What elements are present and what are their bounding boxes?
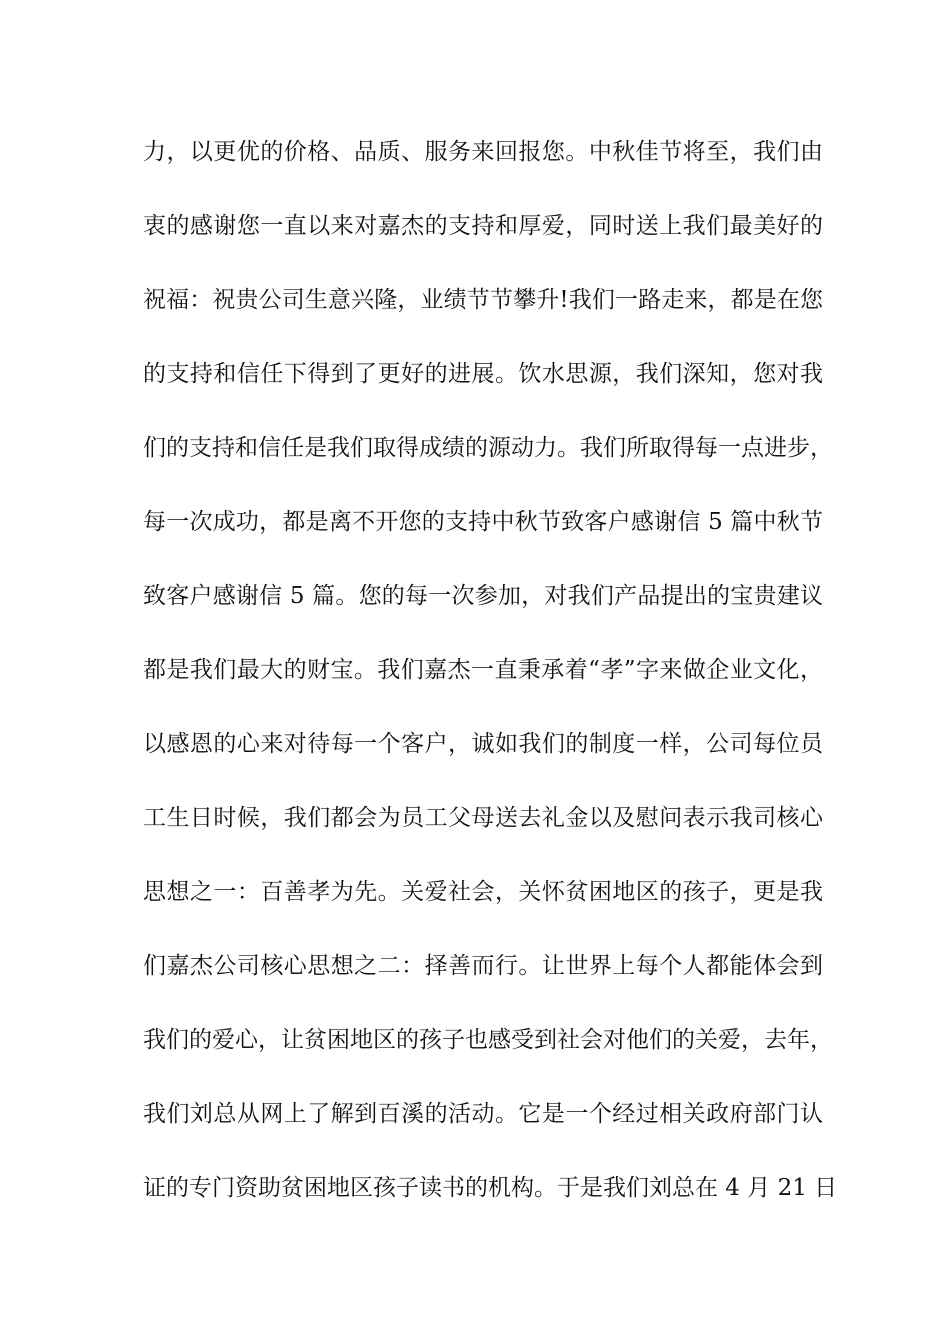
- text-line: 每一次成功，都是离不开您的支持中秋节致客户感谢信 5 篇中秋节: [143, 509, 823, 535]
- text-line: 以感恩的心来对待每一个客户，诚如我们的制度一样，公司每位员: [143, 731, 823, 757]
- text-line: 思想之一：百善孝为先。关爱社会，关怀贫困地区的孩子，更是我: [143, 879, 823, 905]
- text-line: 我们的爱心，让贫困地区的孩子也感受到社会对他们的关爱，去年，: [143, 1027, 833, 1053]
- text-line: 证的专门资助贫困地区孩子读书的机构。于是我们刘总在 4 月 21 日: [143, 1175, 838, 1201]
- text-line: 的支持和信任下得到了更好的进展。饮水思源，我们深知，您对我: [143, 361, 823, 387]
- text-line: 都是我们最大的财宝。我们嘉杰一直秉承着“孝”字来做企业文化，: [143, 657, 823, 683]
- body-text: [143, 132, 838, 1242]
- text-line: 力，以更优的价格、品质、服务来回报您。中秋佳节将至，我们由: [143, 139, 823, 165]
- text-line: 祝福：祝贵公司生意兴隆，业绩节节攀升!我们一路走来，都是在您: [143, 287, 823, 313]
- text-line: 工生日时候，我们都会为员工父母送去礼金以及慰问表示我司核心: [143, 805, 823, 831]
- text-line: 致客户感谢信 5 篇。您的每一次参加，对我们产品提出的宝贵建议: [143, 583, 823, 609]
- text-line: 我们刘总从网上了解到百溪的活动。它是一个经过相关政府部门认: [143, 1101, 823, 1127]
- text-line: 们的支持和信任是我们取得成绩的源动力。我们所取得每一点进步，: [143, 435, 833, 461]
- text-line: 们嘉杰公司核心思想之二：择善而行。让世界上每个人都能体会到: [143, 953, 823, 979]
- text-line: 衷的感谢您一直以来对嘉杰的支持和厚爱，同时送上我们最美好的: [143, 213, 823, 239]
